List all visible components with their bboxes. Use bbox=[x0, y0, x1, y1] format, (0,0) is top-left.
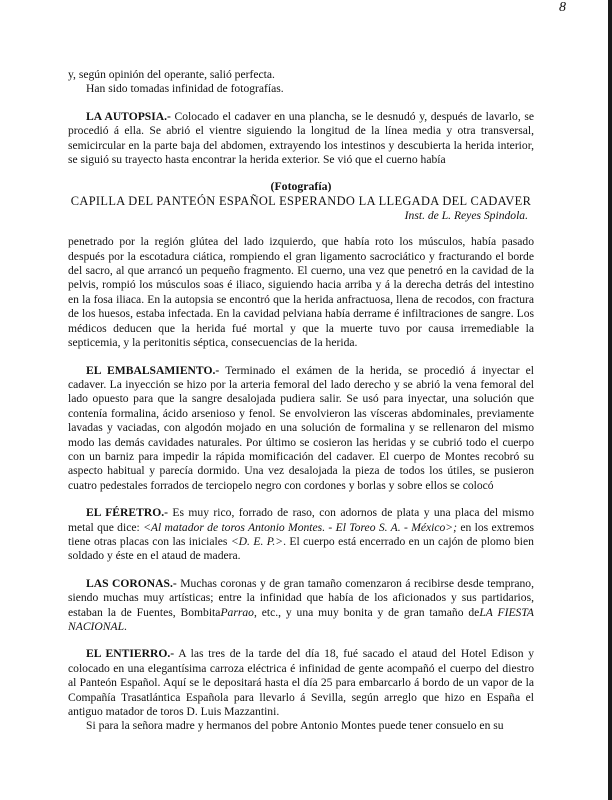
photo-tag: (Fotografía) bbox=[270, 179, 332, 194]
feretro-text-3: . El cuerpo está encerrado en un cajón de plomo bien soldado y éste en el ataud de madera. bbox=[68, 534, 534, 563]
paragraph-intro-1: y, según opinión del operante, salió perfecta. bbox=[68, 68, 275, 81]
feretro-quote-2: <D. E. P.> bbox=[230, 534, 284, 548]
embalsamiento-text: Terminado el exámen de la herida, se procedió á inyectar el cadaver. La inyección se hizo por la arteria femoral del lado derecho y se abrió la vena femoral del lado opuesto para que la sangre desalojada pudiera salir. Se usó para inyectar, una solución que contenía formalina, ácido arsenioso y fenol. Se envolvieron las vísceras abdominales, previamente lavadas y vaciadas, con algodón mojado en una solución de formalina y se rellenaron del mismo modo las demás cavidades naturales. Por último se cosieron las heridas y se cubrió todo el cuerpo con un barniz para impedir la rápida momificación del cadaver. El cuerpo de Montes recobró su aspecto habitual y parecía dormido. Una vez desalojada la pieza de todos los útiles, se pusieron cuatro pedestales forrados de terciopelo negro con cordones y borlas y sobre ellos se colocó bbox=[68, 363, 534, 492]
coronas-parrao: Parrao bbox=[220, 605, 254, 619]
heading-coronas: LAS CORONAS.- bbox=[86, 576, 177, 590]
section-embalsamiento bbox=[68, 364, 534, 494]
paragraph-intro-2: Han sido tomadas infinidad de fotografías. bbox=[86, 82, 284, 96]
coronas-text-1: Muchas coronas y de gran tamaño comenzaron á recibirse desde temprano, siendo muchas muy artísticas; entre la infinidad que había de los aficionados y sus partidarios, estaban la de Fuentes, Bombita bbox=[68, 576, 534, 619]
section-entierro bbox=[68, 647, 534, 719]
autopsia-continuation: penetrado por la región glútea del lado izquierdo, que había roto los músculos, había pasado después por la escotadura ciática, rompiendo el gran ligamento sacrociático y fracturando el borde del sacro, al que arrancó un pequeño fragmento. El cuerno, una vez que penetró en la cavidad de la pelvis, rompió los músculos soas é iliaco, siguiendo hacia arriba y á la derecha detrás del intestino en la fosa iliaca. En la autopsia se encontró que la herida anfractuosa, llena de recodos, con fractura de los huesos, estaba infectada. En la cavidad pelviana había derrame é infiltraciones de sangre. Los médicos deducen que la herida fué mortal y que la muerte tuvo por causa irremediable la septicemia, y la peritonitis séptica, consecuencias de la herida. bbox=[68, 235, 534, 350]
feretro-text-2: en los extremos tiene otras placas con las iniciales bbox=[68, 520, 535, 548]
heading-autopsia: LA AUTOPSIA.- bbox=[86, 109, 171, 123]
section-autopsia bbox=[68, 110, 534, 168]
feretro-quote-1: <Al matador de toros Antonio Montes. - El Toreo S. A. - México>; bbox=[143, 520, 457, 534]
entierro-text: A las tres de la tarde del día 18, fué sacado el ataud del Hotel Edison y colocado en una elegantísima carroza eléctrica é infinidad de gente acompañó el cuerpo del diestro al Panteón Español. Aquí se le depositará hasta el día 25 para embarcarlo á bordo de un vapor de la Compañía Trasatlántica Española para llevarlo á Sevilla, según arreglo que hizo en España el antiguo matador de toros D. Luis Mazzantini. bbox=[68, 647, 534, 719]
document-body bbox=[68, 68, 534, 734]
photo-credit: Inst. de L. Reyes Spindola. bbox=[404, 208, 528, 222]
page-number: 8 bbox=[559, 0, 566, 15]
photo-caption bbox=[68, 179, 534, 208]
scan-edge bbox=[608, 0, 612, 800]
paragraph-final: Si para la señora madre y hermanos del pobre Antonio Montes puede tener consuelo en su bbox=[86, 719, 504, 733]
heading-embalsamiento: EL EMBALSAMIENTO.- bbox=[86, 363, 220, 377]
section-feretro bbox=[68, 506, 534, 564]
coronas-text-3: . bbox=[124, 620, 127, 633]
autopsia-text: Colocado el cadaver en una plancha, se le desnudó y, después de lavarlo, se procedió á ella. Se abrió el vientre siguiendo la longitud de la línea media y otra transversal, semicircular en la parte baja del abdomen, extrayendo los intestinos y descubierta la herida interior, se siguió su trayecto hasta encontrar la herida exterior. Se vió que el cuerno había bbox=[68, 109, 534, 167]
heading-entierro: EL ENTIERRO.- bbox=[86, 647, 175, 661]
feretro-text-1: Es muy rico, forrado de raso, con adornos de plata y una placa del mismo metal que dice: bbox=[68, 506, 534, 534]
section-coronas bbox=[68, 577, 534, 635]
coronas-text-2: , etc., y una muy bonita y de gran tamaño de bbox=[253, 605, 480, 619]
heading-feretro: EL FÉRETRO.- bbox=[86, 506, 169, 520]
photo-title: CAPILLA DEL PANTEÓN ESPAÑOL ESPERANDO LA LLEGADA DEL CADAVER bbox=[70, 193, 532, 208]
coronas-fiesta-nacional: LA FIESTA NACIONAL bbox=[68, 605, 534, 633]
